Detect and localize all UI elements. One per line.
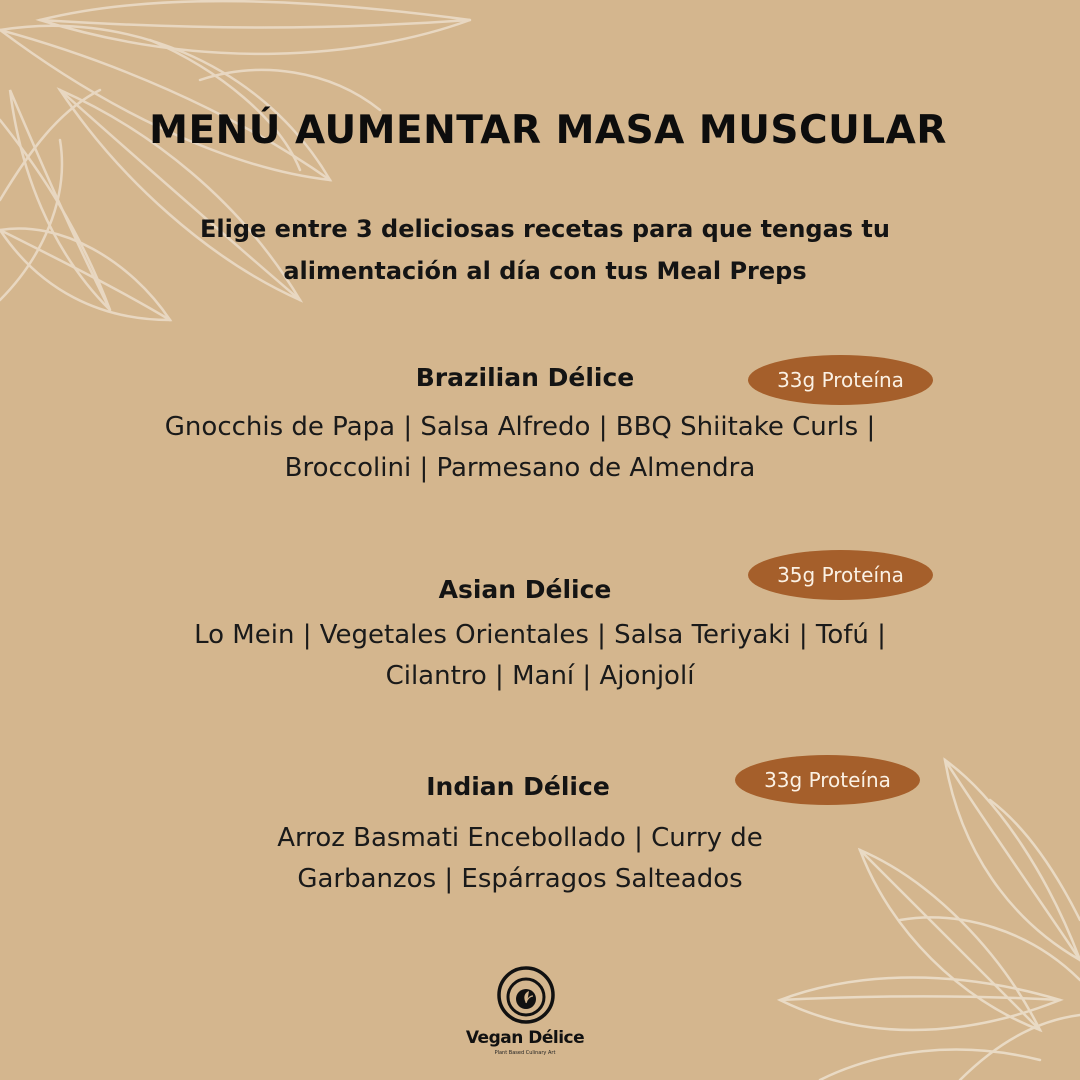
brand-logo [455,965,595,1060]
logo-mark-icon [497,965,555,1025]
protein-badge: 33g Proteína [735,755,920,805]
dish-description: Lo Mein | Vegetales Orientales | Salsa Teriyaki | Tofú | Cilantro | Maní | Ajonjolí [194,620,886,691]
dish-name: Indian Délice [426,772,610,801]
protein-badge: 33g Proteína [748,355,933,405]
logo-name: Vegan Délice [465,1028,585,1048]
page-title: MENÚ AUMENTAR MASA MUSCULAR [149,108,947,153]
protein-badge: 35g Proteína [748,550,933,600]
dish-description: Gnocchis de Papa | Salsa Alfredo | BBQ Shiitake Curls | Broccolini | Parmesano de Almendra [164,412,876,483]
dish-name: Asian Délice [438,575,612,604]
dish-description: Arroz Basmati Encebollado | Curry de Garbanzos | Espárragos Salteados [277,823,763,894]
page-subtitle: Elige entre 3 deliciosas recetas para que tengas tu alimentación al día con tus Meal Preps [200,215,890,285]
logo-tagline: Plant Based Culinary Art [494,1050,556,1056]
dish-name: Brazilian Délice [415,363,635,392]
